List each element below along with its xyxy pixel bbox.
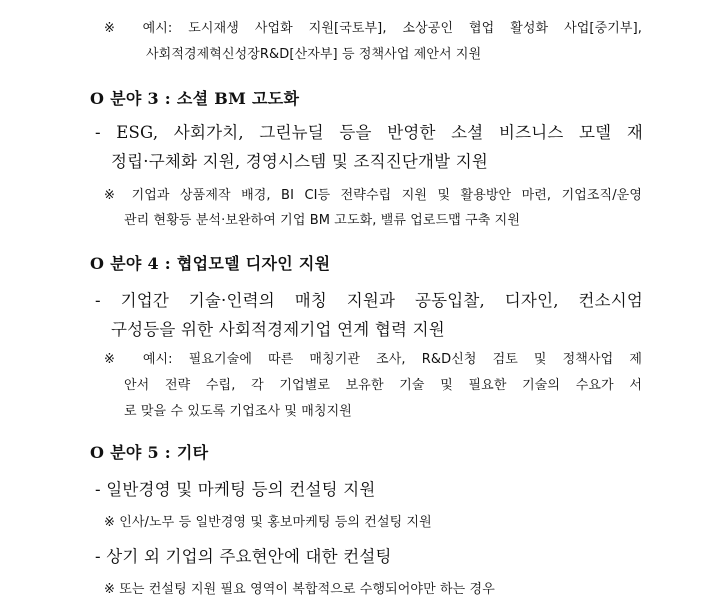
note-etc-line-1: ※ 인사/노무 등 일반경영 및 홍보마케팅 등의 컨설팅 지원 [104, 515, 432, 530]
area-3-item-line-1: - ESG, 사회가치, 그린뉴딜 등을 반영한 소셜 비즈니스 모델 재 [95, 123, 643, 142]
note-urban-regeneration-line-2: 사회적경제혁신성장R&D[산자부] 등 정책사업 제안서 지원 [146, 47, 482, 62]
section-heading-area-3: O 분야 3 : 소셜 BM 고도화 [90, 89, 300, 108]
area-3-item-line-2: 정립·구체화 지원, 경영시스템 및 조직진단개발 지원 [111, 152, 489, 171]
note-urban-regeneration-line-1: ※ 예시: 도시재생 사업화 지원[국토부], 소상공인 협업 활성화 사업[중기부], [104, 21, 642, 36]
note-collab-line-1: ※ 예시: 필요기술에 따른 매칭기관 조사, R&D신청 검토 및 정책사업 제 [104, 352, 642, 367]
area-5-item-1: - 일반경영 및 마케팅 등의 컨설팅 지원 [95, 480, 376, 499]
note-collab-line-3: 로 맞을 수 있도록 기업조사 및 매칭지원 [124, 404, 352, 419]
note-etc-line-2: ※ 또는 컨설팅 지원 필요 영역이 복합적으로 수행되어야만 하는 경우 [104, 582, 495, 597]
area-4-item-line-1: - 기업간 기술·인력의 매칭 지원과 공동입찰, 디자인, 컨소시엄 [95, 291, 643, 310]
area-5-item-2: - 상기 외 기업의 주요현안에 대한 컨설팅 [95, 547, 392, 566]
note-collab-line-2: 안서 전략 수립, 각 기업별로 보유한 기술 및 필요한 기술의 수요가 서 [124, 378, 642, 393]
section-heading-area-5: O 분야 5 : 기타 [90, 443, 209, 462]
section-heading-area-4: O 분야 4 : 협업모델 디자인 지원 [90, 254, 331, 273]
note-bm-line-2: 관리 현황등 분석·보완하여 기업 BM 고도화, 밸류 업로드맵 구축 지원 [124, 213, 520, 228]
note-bm-line-1: ※ 기업과 상품제작 배경, BI CI등 전략수립 지원 및 활용방안 마련, 기업조직/운영 [104, 188, 642, 203]
area-4-item-line-2: 구성등을 위한 사회적경제기업 연계 협력 지원 [111, 320, 445, 339]
